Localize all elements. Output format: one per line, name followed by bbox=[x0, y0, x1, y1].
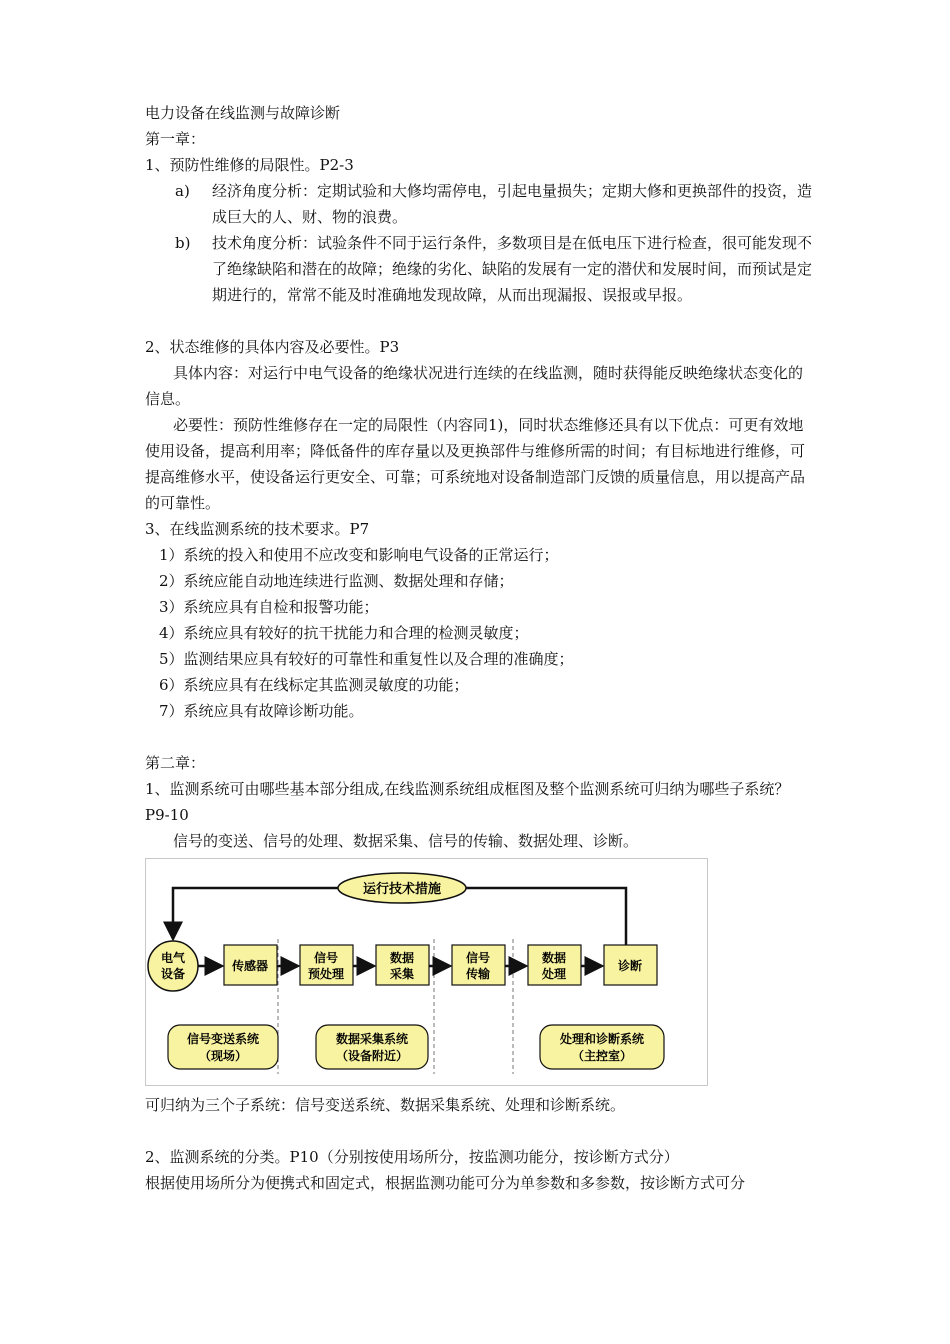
question-2-title: 2、状态维修的具体内容及必要性。P3 bbox=[145, 338, 400, 356]
requirement-item: 1）系统的投入和使用不应改变和影响电气设备的正常运行； bbox=[159, 546, 559, 564]
list-text: 经济角度分析：定期试验和大修均需停电，引起电量损失；定期大修和更换部件的投资，造成巨大的人、财、物的浪费。 bbox=[212, 182, 813, 226]
paragraph: 根据使用场所分为便携式和固定式，根据监测功能可分为单参数和多参数，按诊断方式可分 bbox=[145, 1174, 746, 1192]
acquisition-label-1: 数据 bbox=[389, 951, 415, 965]
chapter-2-heading: 第二章： bbox=[145, 754, 206, 772]
paragraph: 信号的变送、信号的处理、数据采集、信号的传输、数据处理、诊断。 bbox=[173, 832, 639, 850]
requirement-item: 2）系统应能自动地连续进行监测、数据处理和存储； bbox=[159, 572, 514, 590]
processing-label-1: 数据 bbox=[541, 951, 567, 965]
requirement-item: 7）系统应具有故障诊断功能。 bbox=[159, 702, 364, 720]
requirement-item: 4）系统应具有较好的抗干扰能力和合理的检测灵敏度； bbox=[159, 624, 529, 642]
paragraph: 具体内容：对运行中电气设备的绝缘状况进行连续的在线监测，随时获得能反映绝缘状态变化的信息。 bbox=[145, 364, 804, 408]
subsystem-1-label: 信号变送系统 bbox=[186, 1032, 260, 1046]
device-label-1: 电气 bbox=[160, 951, 186, 965]
paragraph: 可归纳为三个子系统：信号变送系统、数据采集系统、处理和诊断系统。 bbox=[145, 1096, 626, 1114]
list-item bbox=[145, 230, 813, 308]
list-item bbox=[145, 178, 813, 230]
transmission-label-1: 信号 bbox=[465, 951, 491, 965]
question-1-title: 1、监测系统可由哪些基本部分组成,在线监测系统组成框图及整个监测系统可归纳为哪些子系统？P9-10 bbox=[145, 780, 790, 824]
sensor-label: 传感器 bbox=[231, 959, 269, 973]
doc-title: 电力设备在线监测与故障诊断 bbox=[145, 104, 341, 122]
requirement-item: 6）系统应具有在线标定其监测灵敏度的功能； bbox=[159, 676, 469, 694]
requirement-item: 5）监测结果应具有较好的可靠性和重复性以及合理的准确度； bbox=[159, 650, 574, 668]
acquisition-label-2: 采集 bbox=[389, 967, 415, 981]
preprocess-label-2: 预处理 bbox=[307, 967, 345, 981]
device-label-2: 设备 bbox=[160, 967, 186, 981]
feedback-line bbox=[173, 888, 338, 939]
question-1-title: 1、预防性维修的局限性。P2-3 bbox=[145, 156, 354, 174]
transmission-label-2: 传输 bbox=[465, 967, 491, 981]
diagnosis-label: 诊断 bbox=[617, 959, 643, 973]
processing-label-2: 处理 bbox=[541, 967, 567, 981]
preprocess-label-1: 信号 bbox=[313, 951, 339, 965]
subsystem-3-location: （主控室） bbox=[571, 1049, 633, 1063]
question-2-title: 2、监测系统的分类。P10（分别按使用场所分，按监测功能分，按诊断方式分） bbox=[145, 1148, 679, 1166]
chapter-1-heading: 第一章： bbox=[145, 130, 206, 148]
feedback-line bbox=[466, 888, 626, 945]
subsystem-2-location: （设备附近） bbox=[335, 1049, 409, 1063]
list-marker: a) bbox=[175, 182, 190, 200]
requirement-item: 3）系统应具有自检和报警功能； bbox=[159, 598, 379, 616]
paragraph: 必要性：预防性维修存在一定的局限性（内容同1)，同时状态维修还具有以下优点：可更有效地使用设备，提高利用率；降低备件的库存量以及更换部件与维修所需的时间；有目标地进行维修，可提高维修水平，使设备运行更安全、可靠；可系统地对设备制造部门反馈的质量信息，用以提高产品的可靠性。 bbox=[145, 416, 806, 512]
document-page bbox=[145, 100, 813, 1196]
subsystem-3-label: 处理和诊断系统 bbox=[559, 1032, 645, 1046]
list-text: 技术角度分析：试验条件不同于运行条件，多数项目是在低电压下进行检查，很可能发现不了绝缘缺陷和潜在的故障；绝缘的劣化、缺陷的发展有一定的潜伏和发展时间，而预试是定期进行的，常常不能及时准确地发现故障，从而出现漏报、误报或早报。 bbox=[212, 234, 813, 304]
control-measures-label: 运行技术措施 bbox=[362, 882, 442, 897]
subsystem-1-location: （现场） bbox=[198, 1049, 248, 1063]
list-marker: b) bbox=[175, 234, 191, 252]
device-node bbox=[148, 941, 198, 991]
subsystem-2-label: 数据采集系统 bbox=[335, 1032, 409, 1046]
question-3-title: 3、在线监测系统的技术要求。P7 bbox=[145, 520, 370, 538]
monitoring-system-diagram bbox=[145, 858, 708, 1086]
